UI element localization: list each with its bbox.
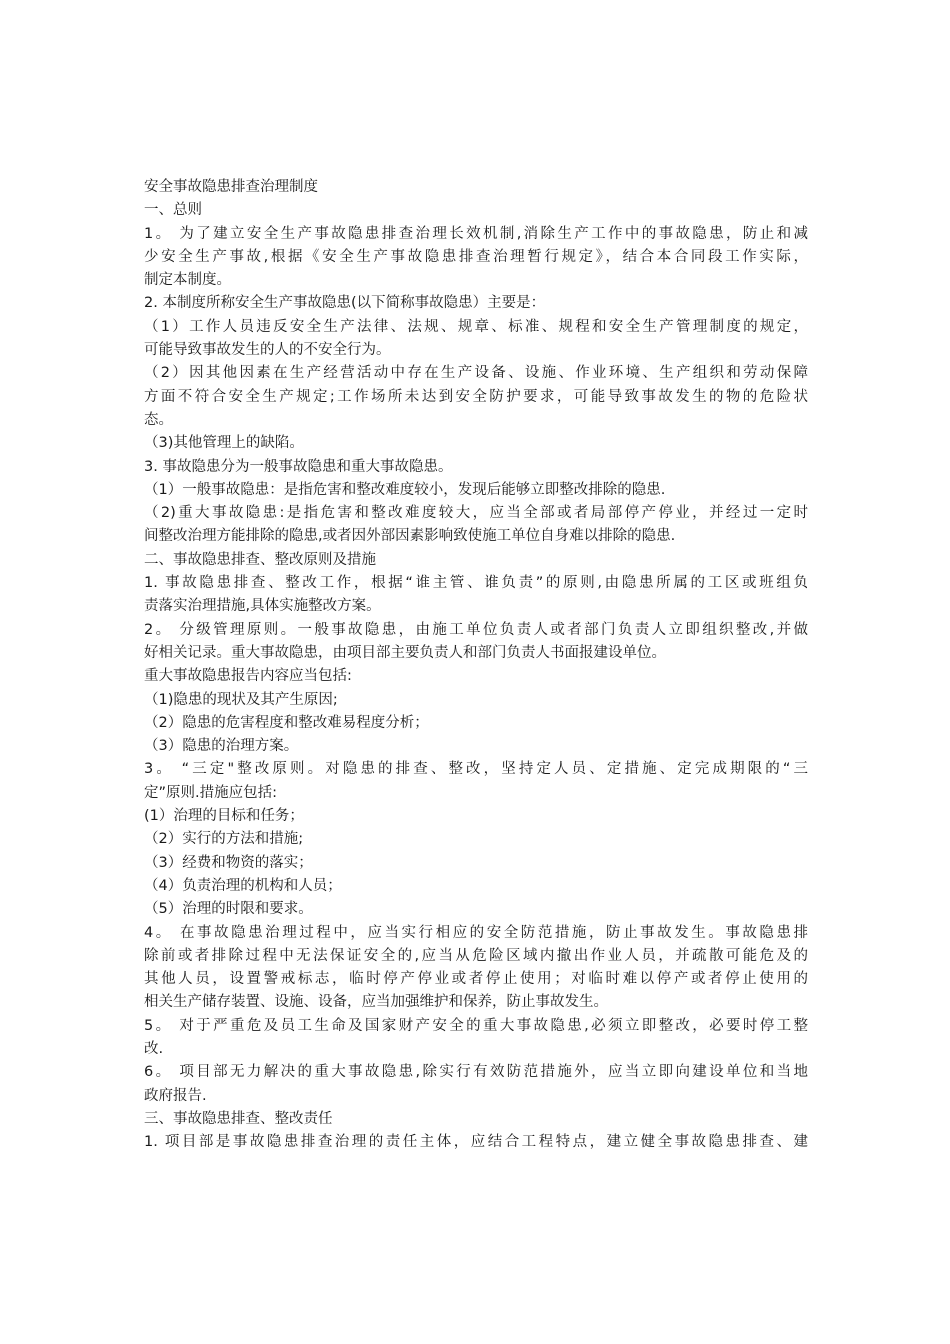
paragraph-line: （3)其他管理上的缺陷。: [144, 435, 304, 452]
paragraph-line: 6。 项目部无力解决的重大事故隐患,除实行有效防范措施外，应当立即向建设单位和当地: [144, 1064, 808, 1081]
paragraph-line: （3）隐患的治理方案。: [144, 738, 299, 755]
paragraph-line: 方面不符合安全生产规定;工作场所未达到安全防护要求，可能导致事故发生的物的危险状: [144, 388, 808, 405]
paragraph-line: 2. 本制度所称安全生产事故隐患(以下简称事故隐患）主要是：: [144, 295, 546, 312]
paragraph-line: （2）实行的方法和措施;: [144, 831, 304, 848]
paragraph-line: (1）治理的目标和任务；: [144, 808, 304, 825]
paragraph-line: 2。 分级管理原则。一般事故隐患，由施工单位负责人或者部门负责人立即组织整改,并做: [144, 621, 808, 638]
section-heading: 二、事故隐患排查、整改原则及措施: [144, 551, 376, 568]
paragraph-line: 政府报告.: [144, 1087, 207, 1104]
paragraph-line: （4）负责治理的机构和人员；: [144, 877, 342, 894]
paragraph-line: 3. 事故隐患分为一般事故隐患和重大事故隐患。: [144, 458, 453, 475]
paragraph-line: 4。 在事故隐患治理过程中，应当实行相应的安全防范措施，防止事故发生。事故隐患排: [144, 924, 808, 941]
paragraph-line: 少安全生产事故,根据《安全生产事故隐患排查治理暂行规定》，结合本合同段工作实际，: [144, 248, 808, 265]
section-heading: 一、总则: [144, 202, 202, 219]
paragraph-line: 责落实治理措施,具体实施整改方案。: [144, 598, 381, 615]
paragraph-line: （2)重大事故隐患:是指危害和整改难度较大，应当全部或者局部停产停业，并经过一定时: [144, 505, 808, 522]
paragraph-line: （3）经费和物资的落实；: [144, 854, 313, 871]
section-heading: 三、事故隐患排查、整改责任: [144, 1110, 333, 1127]
paragraph-line: （2）隐患的危害程度和整改难易程度分析；: [144, 714, 429, 731]
paragraph-line: （5）治理的时限和要求。: [144, 901, 313, 918]
paragraph-line: 态。: [144, 411, 173, 428]
paragraph-line: 定”原则.措施应包括:: [144, 784, 278, 801]
paragraph-line: 5。 对于严重危及员工生命及国家财产安全的重大事故隐患,必须立即整改，必要时停工整: [144, 1017, 808, 1034]
paragraph-line: 重大事故隐患报告内容应当包括:: [144, 668, 352, 685]
paragraph-line: 1. 事故隐患排查、整改工作，根据“谁主管、谁负责”的原则,由隐患所属的工区或班组负: [144, 575, 808, 592]
paragraph-line: 除前或者排除过程中无法保证安全的,应当从危险区域内撤出作业人员，并疏散可能危及的: [144, 947, 808, 964]
paragraph-line: （2）因其他因素在生产经营活动中存在生产设备、设施、作业环境、生产组织和劳动保障: [144, 365, 808, 382]
paragraph-line: 其他人员，设置警戒标志，临时停产停业或者停止使用；对临时难以停产或者停止使用的: [144, 971, 808, 988]
paragraph-line: 3。 “三定"整改原则。对隐患的排查、整改，坚持定人员、定措施、定完成期限的“三: [144, 761, 808, 778]
paragraph-line: 相关生产储存装置、设施、设备，应当加强维护和保养，防止事故发生。: [144, 994, 608, 1011]
paragraph-line: 1。 为了建立安全生产事故隐患排查治理长效机制,消除生产工作中的事故隐患，防止和减: [144, 225, 808, 242]
paragraph-line: 制定本制度。: [144, 272, 231, 289]
paragraph-line: 改.: [144, 1040, 164, 1057]
document-title: 安全事故隐患排查治理制度: [144, 179, 318, 195]
paragraph-line: 可能导致事故发生的人的不安全行为。: [144, 342, 391, 359]
paragraph-line: （1)隐患的现状及其产生原因;: [144, 691, 338, 708]
paragraph-line: 1. 项目部是事故隐患排查治理的责任主体，应结合工程特点，建立健全事故隐患排查、建: [144, 1134, 808, 1151]
paragraph-line: （1）一般事故隐患：是指危害和整改难度较小，发现后能够立即整改排除的隐患.: [144, 481, 666, 498]
paragraph-line: 间整改治理方能排除的隐患,或者因外部因素影响致使施工单位自身难以排除的隐患.: [144, 528, 676, 545]
document-body: [144, 176, 808, 1154]
paragraph-line: 好相关记录。重大事故隐患，由项目部主要负责人和部门负责人书面报建设单位。: [144, 644, 666, 661]
paragraph-line: （1）工作人员违反安全生产法律、法规、规章、标准、规程和安全生产管理制度的规定，: [144, 318, 808, 335]
